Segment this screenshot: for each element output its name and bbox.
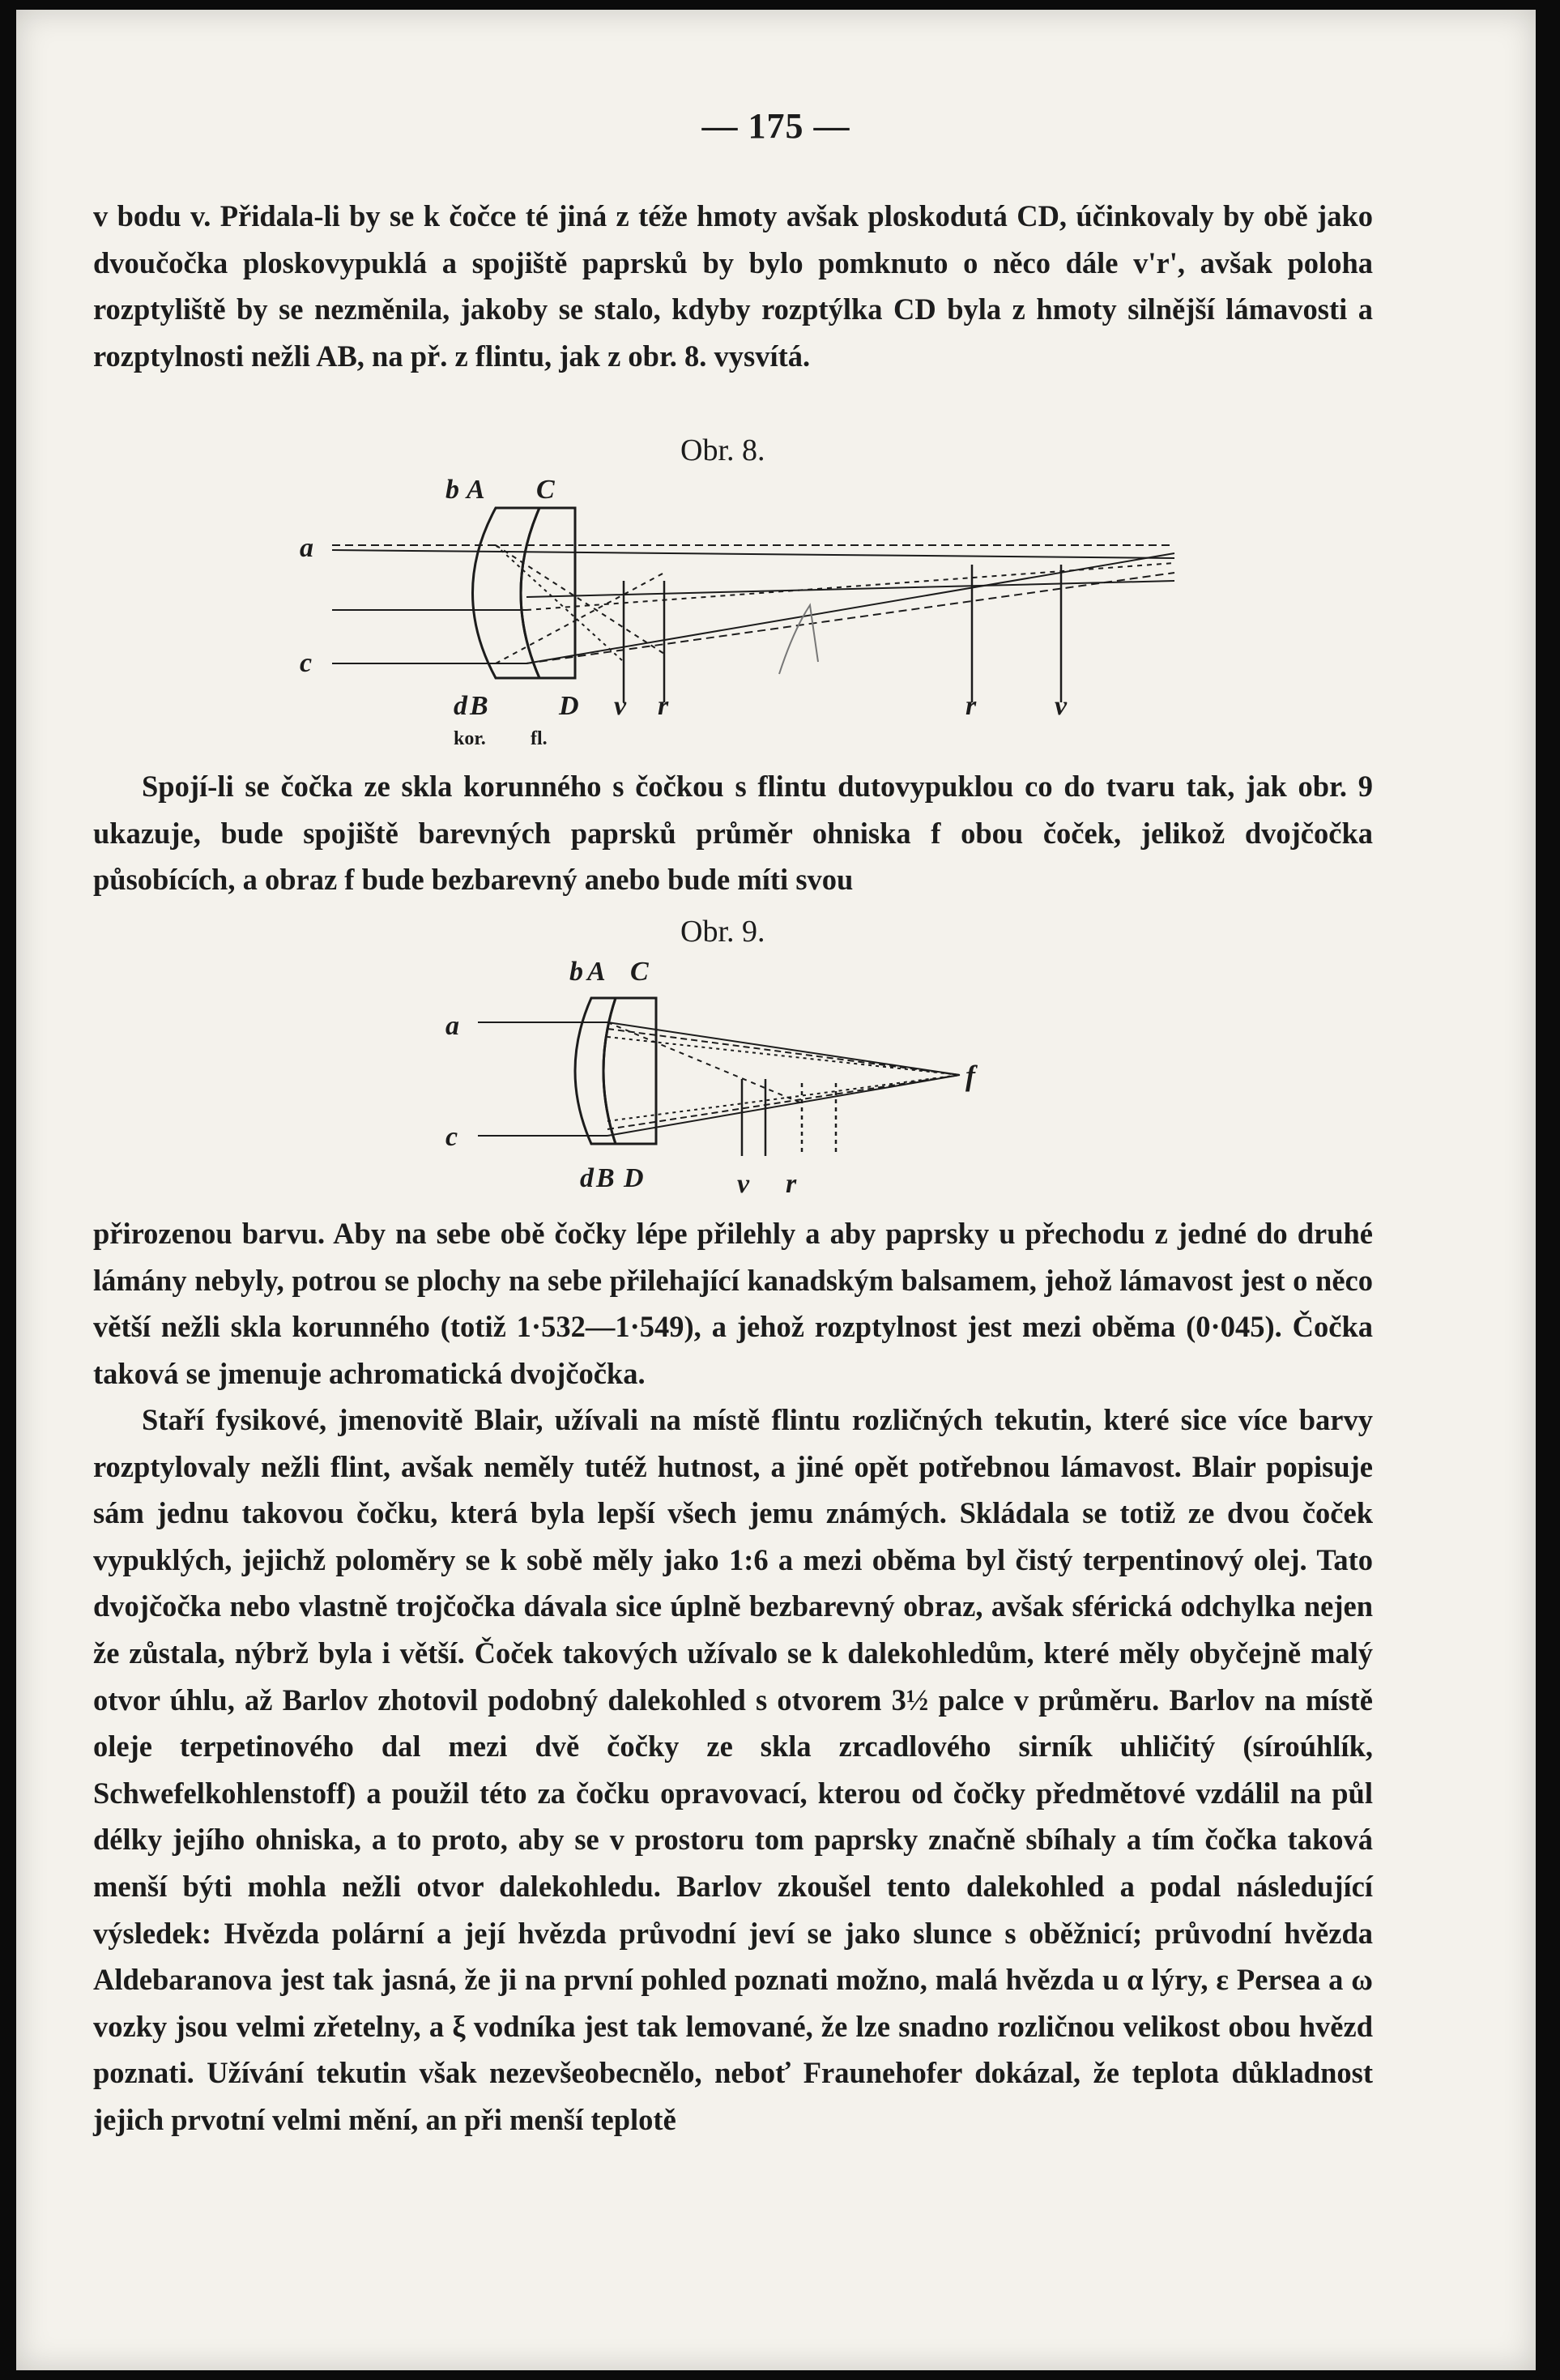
fig8-label-v2: v: [1055, 691, 1068, 721]
fig8-label-d: d: [454, 691, 467, 721]
fig8-label-r1: r: [658, 691, 669, 721]
fig8-label-v1: v: [614, 691, 627, 721]
paragraph-intro: [93, 193, 1373, 379]
figure-8-diagram: [283, 459, 1215, 759]
fig9-label-r: r: [786, 1169, 797, 1199]
paragraph-fig9-intro: [93, 763, 1373, 903]
fig8-label-fl: fl.: [531, 728, 548, 749]
paragraph-natural-colour: [93, 1210, 1373, 1397]
paragraph-text: přirozenou barvu. Aby na sebe obě čočky lépe přilehly a aby paprsky u přechodu z jedné do druhé lámány nebyly, potrou se plochy na sebe přilehající kanadským balsamem, jehož lámavost jest o něco větší nežli skla korunného (totiž 1·532—1·549), a jehož rozptylnost jest mezi oběma (0·045). Čočka taková se jmenuje achromatická dvojčočka.: [93, 1217, 1373, 1390]
fig8-label-b: b: [445, 475, 459, 505]
fig9-label-C: C: [630, 957, 649, 987]
fig8-flint-lens: [521, 508, 575, 678]
fig9-label-b: b: [569, 957, 583, 987]
figure-8-caption: Obr. 8.: [680, 433, 765, 467]
fig8-label-C: C: [536, 475, 555, 505]
paragraph-text: Spojí-li se čočka ze skla korunného s čočkou s flintu dutovypuklou co do tvaru tak, jak obr. 9 ukazuje, bude spojiště barevných paprsků průměr ohniska f obou čoček, jelikož dvojčočka působících, a obraz f bude bezbarevný anebo bude míti svou: [93, 770, 1373, 897]
book-page: [16, 10, 1536, 2370]
fig9-label-d: d: [580, 1163, 594, 1193]
fig8-label-D: D: [559, 691, 579, 721]
fig9-label-v: v: [737, 1169, 750, 1199]
fig9-label-a: a: [445, 1011, 459, 1041]
fig8-label-kor: kor.: [454, 728, 486, 749]
fig8-label-a: a: [300, 533, 313, 563]
fig8-label-c: c: [300, 648, 313, 678]
fig9-label-c: c: [445, 1122, 458, 1152]
fig9-flint-lens: [603, 998, 656, 1144]
fig9-label-A: A: [587, 957, 606, 987]
figure-9-caption: Obr. 9.: [680, 915, 765, 949]
fig8-label-B: B: [470, 691, 488, 721]
paragraph-text: v bodu v. Přidala-li by se k čočce té jiná z téže hmoty avšak ploskodutá CD, účinkovaly by obě jako dvoučočka ploskovypuklá a spojiště paprsků by bylo pomknuto o něco dále v'r', avšak poloha rozptyliště by se nezměnila, jakoby se stalo, kdyby rozptýlka CD byla z hmoty silnější lámavosti a rozptylnosti nežli AB, na př. z flintu, jak z obr. 8. vysvítá.: [93, 199, 1373, 373]
page-number: — 175 —: [701, 106, 850, 146]
fig9-label-B: B: [596, 1163, 615, 1193]
fig8-label-r2: r: [965, 691, 977, 721]
fig8-label-A: A: [467, 475, 485, 505]
paragraph-liquid-lenses: [93, 1397, 1373, 2143]
paragraph-text: Staří fysikové, jmenovitě Blair, užívali na místě flintu rozličných tekutin, které sice více barvy rozptylovaly nežli flint, avšak neměly tutéž hutnost, a jiné opět potřebnou lámavost. Blair popisuje sám jednu takovou čočku, která byla lepší všech jemu známých. Skládala se totiž ze dvou čoček vypuklých, jejichž poloměry se k sobě měly jako 1:6 a mezi oběma byl čistý terpentinový olej. Tato dvojčočka nebo vlastně trojčočka dávala sice úplně bezbarevný obraz, avšak sférická odchylka nejen že zůstala, nýbrž byla i větší. Čoček takových užívalo se k dalekohledům, které měly obyčejně malý otvor úhlu, až Barlov zhotovil podobný dalekohled s otvorem 3½ palce v průměru. Barlov na místě oleje terpetinového dal mezi dvě čočky ze skla zrcadlového sirník uhličitý (síroúhlík, Schwefelkohlenstoff) a použil této za čočku opravovací, kterou od čočky předmětové vzdálil na půl délky jejího ohniska, a to proto, aby se v prostoru tom paprsky značně sbíhaly a tím čočka taková menší býti mohla nežli otvor dalekohledu. Barlov zkoušel tento dalekohled a podal následující výsledek: Hvězda polární a její hvězda průvodní jeví se jako slunce s oběžnicí; průvodní hvězda Aldebaranova jest tak jasná, že ji na první pohled poznati možno, malá hvězda u α lýry, ε Persea a ω vozky jsou velmi zřetelny, a ξ vodníka jest tak lemované, že lze snadno rozličnou velikost obou hvězd poznati. Užívání tekutin však nezevšeobecnělo, neboť Fraunehofer dokázal, že teplota důkladnost jejich prvotní velmi mění, an při menší teplotě: [93, 1403, 1373, 2136]
fig9-label-D: D: [624, 1163, 644, 1193]
fig9-label-f: f: [965, 1060, 975, 1092]
figure-9-diagram: [421, 941, 1150, 1209]
